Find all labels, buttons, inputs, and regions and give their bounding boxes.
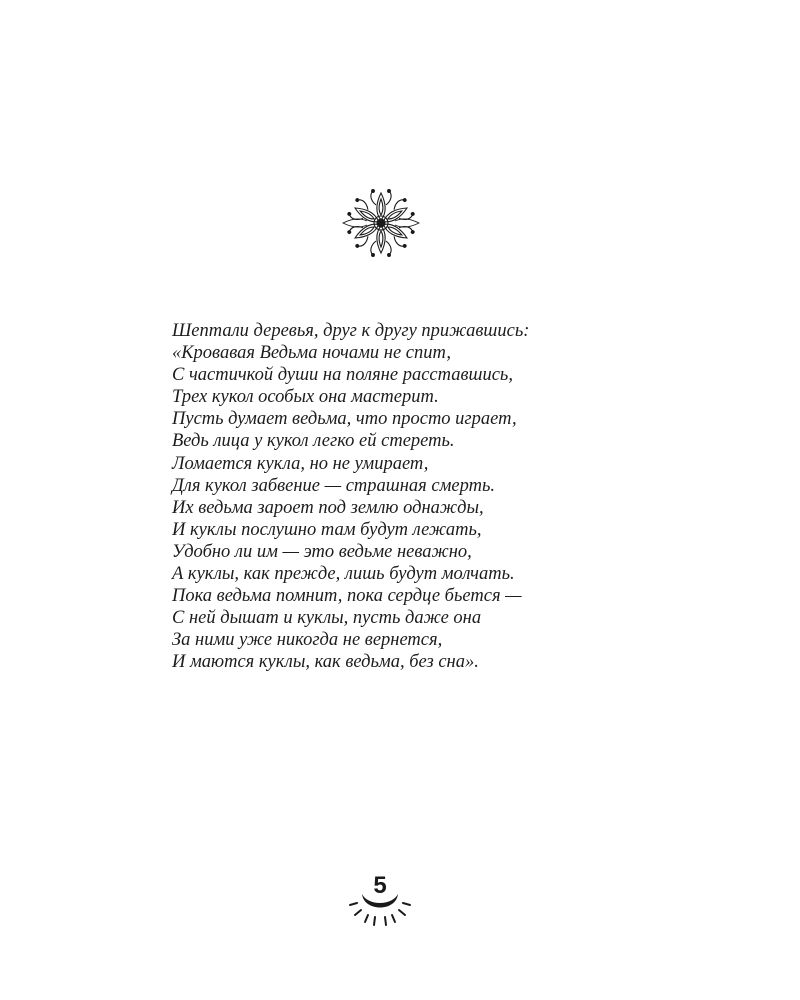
poem-line: Пока ведьма помнит, пока сердце бьется — [172, 586, 522, 607]
poem-line: «Кровавая Ведьма ночами не спит, [172, 343, 451, 364]
poem-line: А куклы, как прежде, лишь будут молчать. [172, 564, 515, 585]
poem-line: Шептали деревья, друг к другу прижавшись: [172, 321, 530, 341]
snowflake-ornament-icon [338, 188, 424, 258]
poem-line: С ней дышат и куклы, пусть даже она [172, 608, 482, 629]
poem-line: С частичкой души на поляне расставшись, [172, 365, 513, 386]
poem-line: И куклы послушно там будут лежать, [172, 519, 482, 540]
page-footer [340, 872, 420, 936]
poem-line: И маются куклы, как ведьма, без сна». [172, 652, 479, 673]
poem-line: За ними уже никогда не вернется, [172, 630, 443, 651]
poem-line: Их ведьма зароет под землю однажды, [172, 497, 484, 518]
poem-line: Пусть думает ведьма, что просто играет, [172, 409, 517, 430]
page-number: 5 [373, 872, 387, 899]
poem-text [172, 320, 642, 674]
poem-line: Для кукол забвение — страшная смерть. [172, 475, 496, 496]
poem-line: Удобно ли им — это ведьме неважно, [172, 541, 472, 562]
poem-line: Трех кукол особых она мастерит. [172, 387, 439, 408]
poem-line: Ведь лица у кукол легко ей стереть. [172, 431, 455, 452]
poem-line: Ломается кукла, но не умирает, [172, 453, 429, 474]
